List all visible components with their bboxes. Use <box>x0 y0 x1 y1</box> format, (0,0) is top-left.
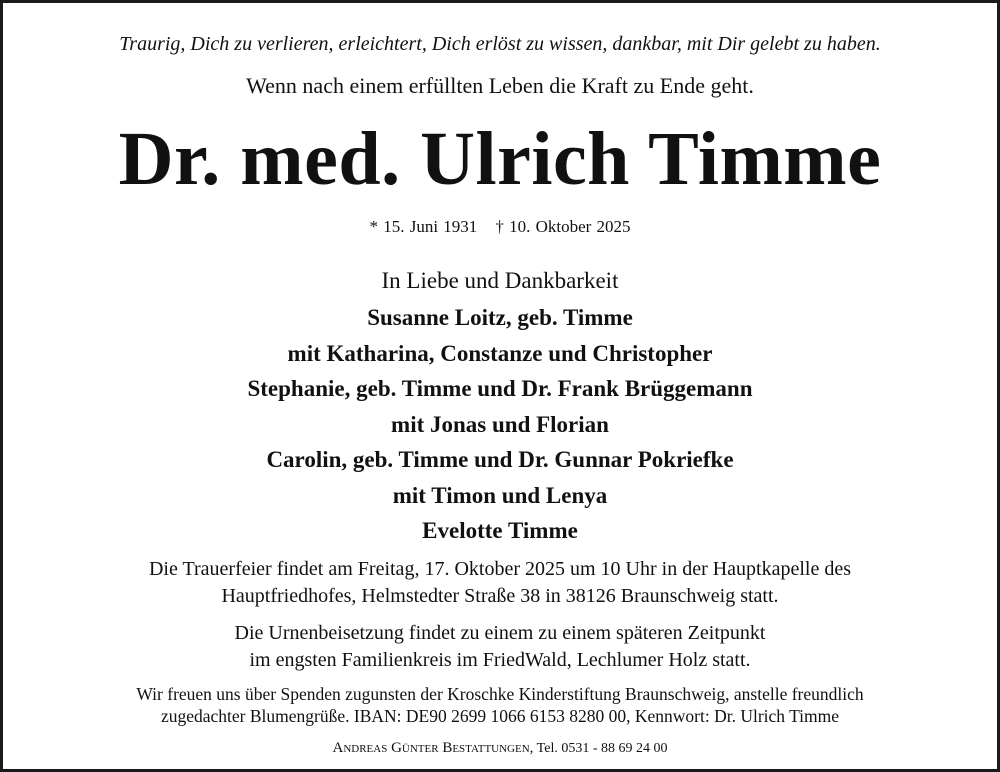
mourner-line: Susanne Loitz, geb. Timme <box>367 305 633 330</box>
mourners-list <box>0 300 1000 549</box>
undertaker-name: Andreas Günter Bestattungen, <box>332 740 534 756</box>
mourner-line: mit Katharina, Constanze und Christopher <box>287 340 713 366</box>
donation-line: zugedachter Blumengrüße. IBAN: DE90 2699 1066 6153 8280 00, Kennwort: Dr. Ulrich Timme <box>160 706 840 726</box>
donation-info <box>0 683 1000 727</box>
service-line: Die Trauerfeier findet am Freitag, 17. Oktober 2025 um 10 Uhr in der Hauptkapelle des <box>148 558 852 580</box>
mourner-line: Stephanie, geb. Timme und Dr. Frank Brüggemann <box>247 376 753 401</box>
urn-burial-info <box>0 620 1000 674</box>
death-date: † 10. Oktober 2025 <box>495 217 631 236</box>
urn-line: Die Urnenbeisetzung findet zu einem zu einem späteren Zeitpunkt <box>234 622 766 644</box>
life-dates <box>0 217 1000 237</box>
funeral-service-info <box>0 556 1000 610</box>
undertaker-phone: Tel. 0531 - 88 69 24 00 <box>536 741 668 756</box>
mourner-line: mit Timon und Lenya <box>392 482 608 508</box>
donation-line: Wir freuen uns über Spenden zugunsten der Kroschke Kinderstiftung Braunschweig, anstelle freundlich <box>136 684 864 704</box>
urn-line: im engsten Familienkreis im FriedWald, Lechlumer Holz statt. <box>249 649 751 671</box>
dedication-line: In Liebe und Dankbarkeit <box>381 268 619 293</box>
undertaker-footer <box>0 740 1000 757</box>
service-line: Hauptfriedhofes, Helmstedter Straße 38 in 38126 Braunschweig statt. <box>221 585 779 607</box>
intro-line: Wenn nach einem erfüllten Leben die Kraft zu Ende geht. <box>246 73 754 98</box>
mourner-line: Carolin, geb. Timme und Dr. Gunnar Pokriefke <box>266 447 734 472</box>
birth-date: * 15. Juni 1931 <box>369 217 478 236</box>
deceased-name: Dr. med. Ulrich Timme <box>118 117 882 201</box>
mourner-line: mit Jonas und Florian <box>391 411 609 437</box>
motto-quote: Traurig, Dich zu verlieren, erleichtert, Dich erlöst zu wissen, dankbar, mit Dir gelebt zu haben. <box>119 33 881 55</box>
mourner-line: Evelotte Timme <box>422 518 578 543</box>
